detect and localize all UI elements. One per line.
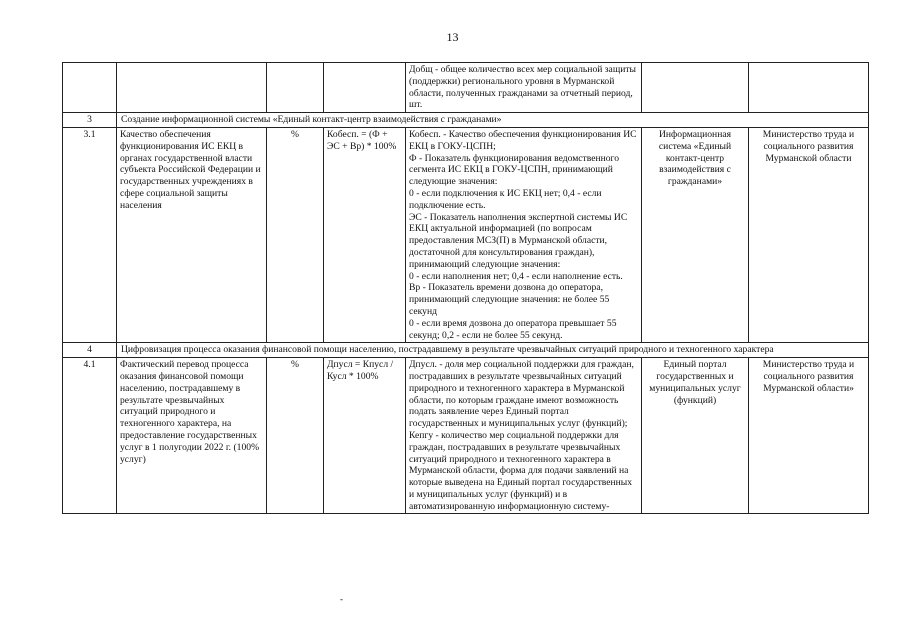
- cell-empty: [63, 63, 117, 113]
- section-row-3: [63, 113, 869, 128]
- section-title: Цифровизация процесса оказания финансовой помощи населению, пострадавшему в результате чрезвычайных ситуаций природного и техногенного характера: [117, 343, 869, 358]
- section-number: 3: [63, 113, 117, 128]
- section-title: Создание информационной системы «Единый контакт-центр взаимодействия с гражданами»: [117, 113, 869, 128]
- section-row-4: [63, 343, 869, 358]
- responsible-cell: Министерство труда и социального развития Мурманской области: [749, 127, 869, 342]
- row-number: 3.1: [63, 127, 117, 342]
- indicators-table: [62, 62, 869, 514]
- cell-empty: [324, 63, 406, 113]
- indicator-name: Фактический перевод процесса оказания финансовой помощи населению, пострадавшему в результате чрезвычайных ситуаций природного и техногенного характера, на предоставление государственных услуг в 1 полугодии 2022 г. (100% услуг): [117, 358, 267, 514]
- responsible-cell: Министерство труда и социального развития Мурманской области»: [749, 358, 869, 514]
- cell-empty: [749, 63, 869, 113]
- cell-empty: [642, 63, 749, 113]
- table-row-4-1: [63, 358, 869, 514]
- formula-text: Дпусл = Кпусл / Кусл * 100%: [327, 359, 394, 382]
- page-number: 13: [446, 30, 459, 44]
- unit-cell: %: [267, 127, 324, 342]
- source-cell: Информационная система «Единый контакт-центр взаимодействия с гражданами»: [642, 127, 749, 342]
- source-cell: Единый портал государственных и муниципальных услуг (функций): [642, 358, 749, 514]
- formula-tail-mark: -: [340, 594, 343, 604]
- indicator-name: Качество обеспечения функционирования ИС ЕКЦ в органах государственной власти субъекта Российской Федерации и государственных учреждениях в сфере социальной защиты населения: [117, 127, 267, 342]
- section-number: 4: [63, 343, 117, 358]
- formula-cell: [324, 358, 406, 514]
- method-cell: Добщ - общее количество всех мер социальной защиты (поддержки) регионального уровня в Мурманской области, полученных гражданами за отчетный период, шт.: [406, 63, 642, 113]
- table-row-continued: [63, 63, 869, 113]
- unit-cell: %: [267, 358, 324, 514]
- formula-cell: Кобесп. = (Ф + ЭС + Вр) * 100%: [324, 127, 406, 342]
- cell-empty: [117, 63, 267, 113]
- cell-empty: [267, 63, 324, 113]
- table-row-3-1: [63, 127, 869, 342]
- method-cell: Дпусл. - доля мер социальной поддержки для граждан, пострадавших в результате чрезвычайных ситуаций природного и техногенного характера в Мурманской области, по которым граждане имеют возможность подать заявление через Единый портал государственных и муниципальных услуг (функций); Кепгу - количество мер социальной поддержки для граждан, пострадавших в результате чрезвычайных ситуаций природного и техногенного характера в Мурманской области, форма для подачи заявлений на которые выведена на Единый портал государственных и муниципальных услуг (функций) и в автоматизированную информационную систему-: [406, 358, 642, 514]
- row-number: 4.1: [63, 358, 117, 514]
- method-cell: Кобесп. - Качество обеспечения функционирования ИС ЕКЦ в ГОКУ-ЦСПН; Ф - Показатель функционирования ведомственного сегмента ИС ЕКЦ в ГОКУ-ЦСПН, принимающий следующие значения: 0 - если подключения к ИС ЕКЦ нет; 0,4 - если подключение есть. ЭС - Показатель наполнения экспертной системы ИС ЕКЦ актуальной информацией (по вопросам предоставления МСЗ(П) в Мурманской области, достаточной для консультирования граждан), принимающий следующие значения: 0 - если наполнения нет; 0,4 - если наполнение есть. Вр - Показатель времени дозвона до оператора, принимающий следующие значения: не более 55 секунд 0 - если время дозвона до оператора превышает 55 секунд; 0,2 - если не более 55 секунд.: [406, 127, 642, 342]
